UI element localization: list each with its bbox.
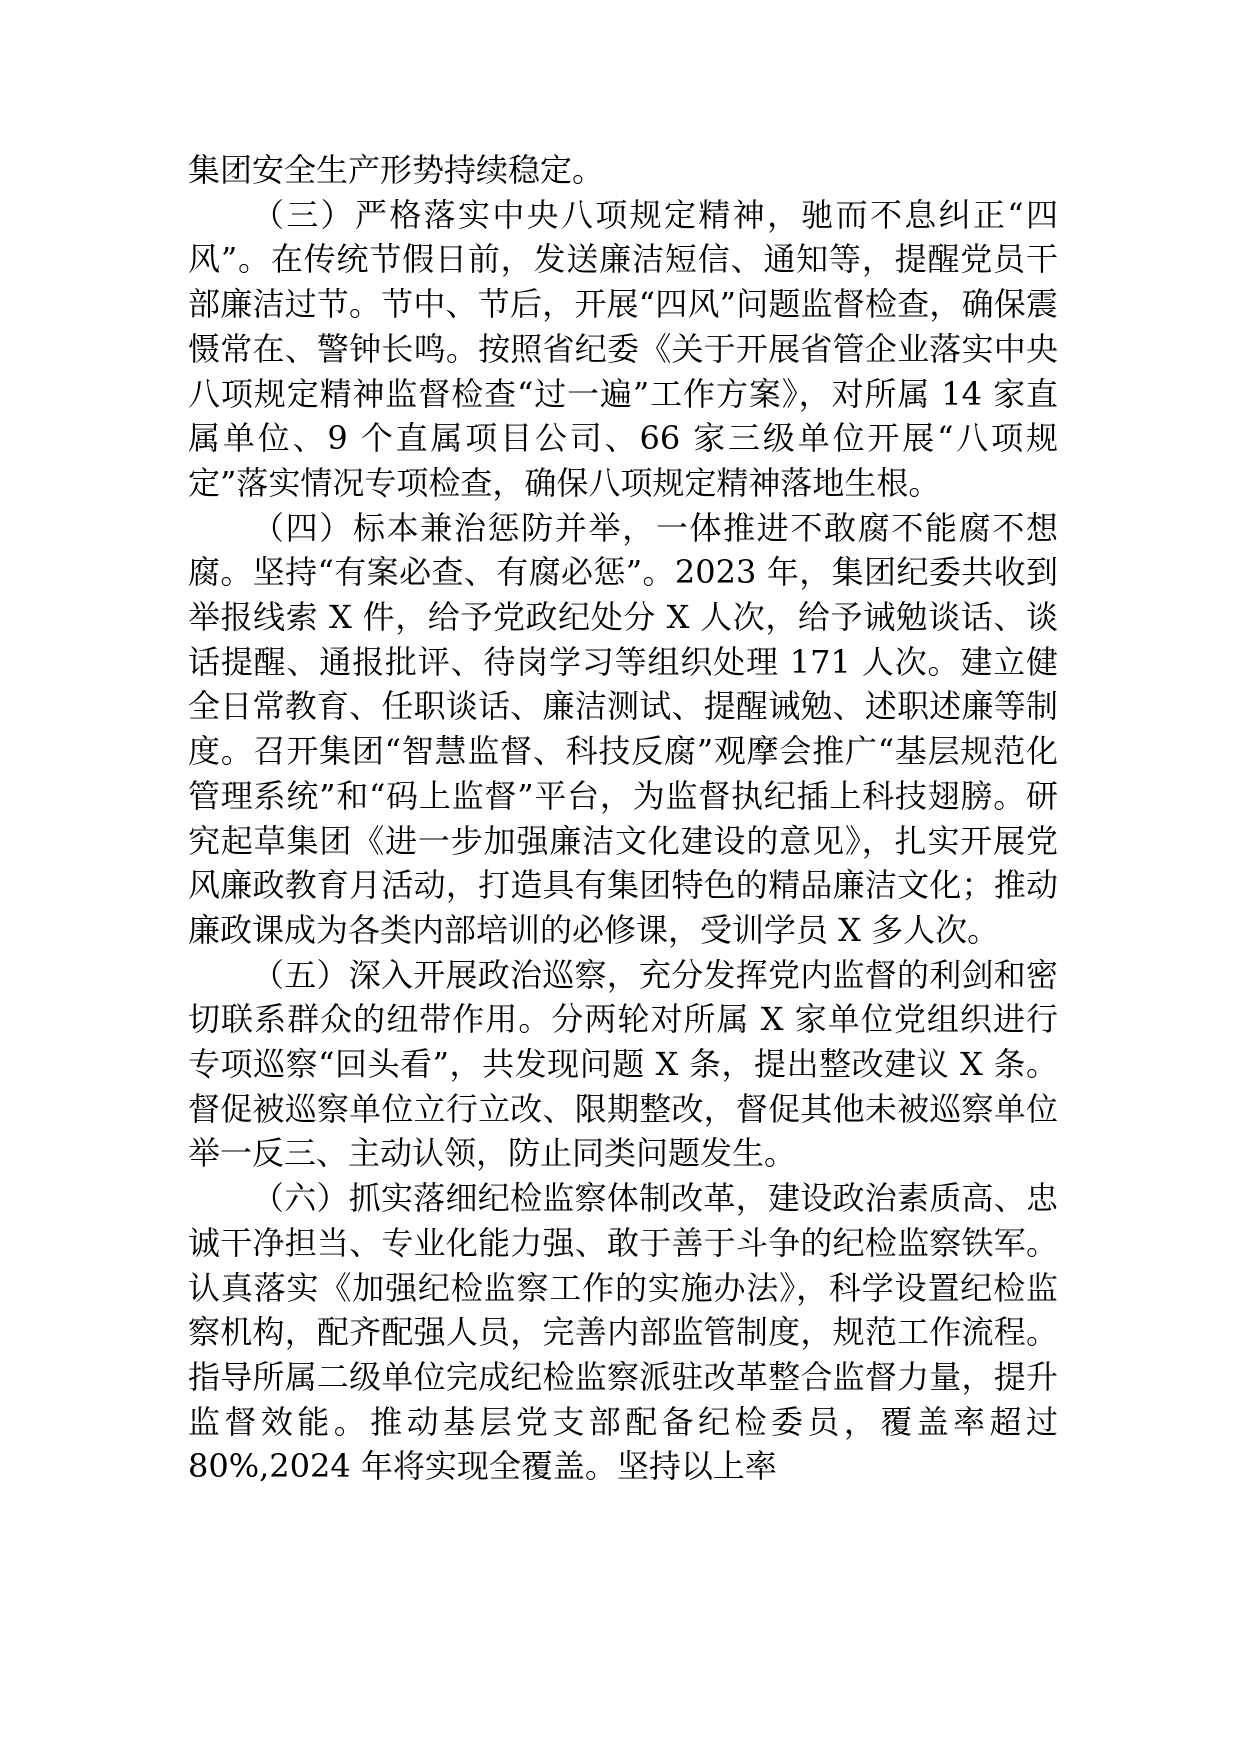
paragraph-section-4: （四）标本兼治惩防并举，一体推进不敢腐不能腐不想腐。坚持“有案必查、有腐必惩”。2023 年，集团纪委共收到举报线索 X 件，给予党政纪处分 X 人次，给予诫勉谈话、谈话提醒、通报批评、待岗学习等组织处理 171 人次。建立健全日常教育、任职谈话、廉洁测试、提醒诫勉、述职述廉等制度。召开集团“智慧监督、科技反腐”观摩会推广“基层规范化管理系统”和“码上监督”平台，为监督执纪插上科技翅膀。研究起草集团《进一步加强廉洁文化建设的意见》，扎实开展党风廉政教育月活动，打造具有集团特色的精品廉洁文化；推动廉政课成为各类内部培训的必修课，受训学员 X 多人次。 (188, 508, 1058, 949)
paragraph-section-6: （六）抓实落细纪检监察体制改革，建设政治素质高、忠诚干净担当、专业化能力强、敢于善于斗争的纪检监察铁军。认真落实《加强纪检监察工作的实施办法》，科学设置纪检监察机构，配齐配强人员，完善内部监管制度，规范工作流程。指导所属二级单位完成纪检监察派驻改革整合监督力量，提升监督效能。推动基层党支部配备纪检委员，覆盖率超过 80%,2024 年将实现全覆盖。坚持以上率 (188, 1179, 1058, 1486)
paragraph-continuation: 集团安全生产形势持续稳定。 (188, 151, 605, 189)
paragraph-section-3: （三）严格落实中央八项规定精神，驰而不息纠正“四风”。在传统节假日前，发送廉洁短信、通知等，提醒党员干部廉洁过节。节中、节后，开展“四风”问题监督检查，确保震慑常在、警钟长鸣。按照省纪委《关于开展省管企业落实中央八项规定精神监督检查“过一遍”工作方案》，对所属 14 家直属单位、9 个直属项目公司、66 家三级单位开展“八项规定”落实情况专项检查，确保八项规定精神落地生根。 (188, 195, 1058, 502)
document-body (188, 148, 1058, 1489)
paragraph-section-5: （五）深入开展政治巡察，充分发挥党内监督的利剑和密切联系群众的纽带作用。分两轮对所属 X 家单位党组织进行专项巡察“回头看”，共发现问题 X 条，提出整改建议 X 条。督促被巡察单位立行立改、限期整改，督促其他未被巡察单位举一反三、主动认领，防止同类问题发生。 (188, 955, 1058, 1173)
